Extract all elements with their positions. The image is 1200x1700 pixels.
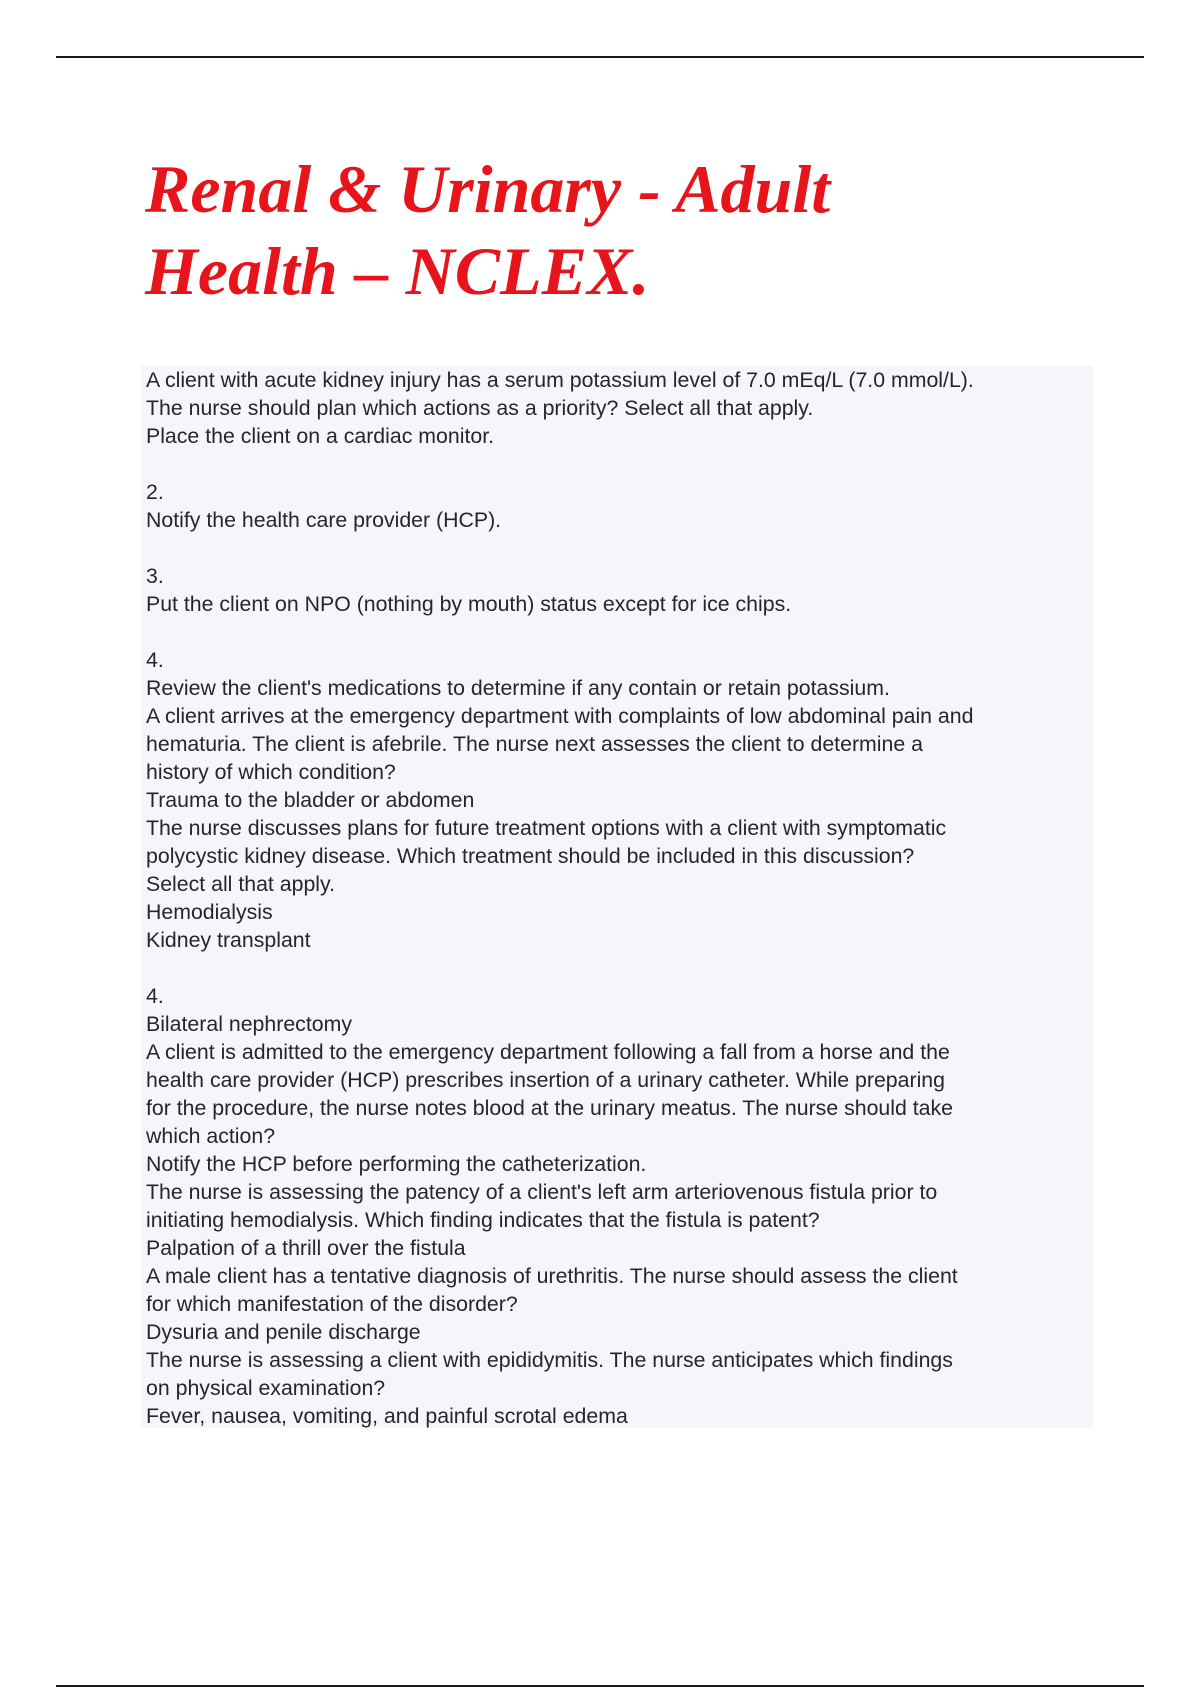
- text-line: Review the client's medications to determine if any contain or retain potassium.: [146, 676, 890, 700]
- text-line: A client is admitted to the emergency department following a fall from a horse and the: [146, 1040, 950, 1064]
- text-line: hematuria. The client is afebrile. The nurse next assesses the client to determine a: [146, 732, 923, 756]
- bottom-rule: [56, 1685, 1144, 1687]
- title-line-2: Health – NCLEX.: [145, 233, 650, 309]
- text-line: Notify the HCP before performing the catheterization.: [146, 1152, 647, 1176]
- blank-line: [146, 618, 1093, 646]
- text-line: polycystic kidney disease. Which treatment should be included in this discussion?: [146, 844, 915, 868]
- text-line: 4.: [146, 984, 164, 1008]
- text-line: The nurse is assessing a client with epididymitis. The nurse anticipates which findings: [146, 1348, 953, 1372]
- blank-line: [146, 450, 1093, 478]
- text-line: Notify the health care provider (HCP).: [146, 508, 502, 532]
- text-line: Bilateral nephrectomy: [146, 1012, 352, 1036]
- blank-line: [146, 954, 1093, 982]
- text-line: 4.: [146, 648, 164, 672]
- text-line: Palpation of a thrill over the fistula: [146, 1236, 466, 1260]
- text-line: on physical examination?: [146, 1376, 386, 1400]
- text-line: Select all that apply.: [146, 872, 336, 896]
- text-line: 2.: [146, 480, 164, 504]
- text-line: The nurse is assessing the patency of a client's left arm arteriovenous fistula prior to: [146, 1180, 938, 1204]
- text-line: Put the client on NPO (nothing by mouth) status except for ice chips.: [146, 592, 792, 616]
- text-line: for which manifestation of the disorder?: [146, 1292, 518, 1316]
- text-line: A male client has a tentative diagnosis of urethritis. The nurse should assess the client: [146, 1264, 958, 1288]
- text-line: A client arrives at the emergency department with complaints of low abdominal pain and: [146, 704, 974, 728]
- text-line: Place the client on a cardiac monitor.: [146, 424, 495, 448]
- text-line: Hemodialysis: [146, 900, 273, 924]
- text-line: history of which condition?: [146, 760, 396, 784]
- text-line: for the procedure, the nurse notes blood at the urinary meatus. The nurse should take: [146, 1096, 954, 1120]
- text-line: The nurse should plan which actions as a priority? Select all that apply.: [146, 396, 814, 420]
- question-text-block: [141, 366, 1093, 1428]
- text-line: 3.: [146, 564, 164, 588]
- text-line: A client with acute kidney injury has a serum potassium level of 7.0 mEq/L (7.0 mmol/L).: [146, 368, 974, 392]
- top-rule: [56, 56, 1144, 58]
- document-title: [145, 148, 1145, 312]
- text-line: which action?: [146, 1124, 276, 1148]
- title-line-1: Renal & Urinary - Adult: [145, 151, 831, 227]
- text-line: Kidney transplant: [146, 928, 311, 952]
- text-line: health care provider (HCP) prescribes insertion of a urinary catheter. While preparing: [146, 1068, 945, 1092]
- blank-line: [146, 534, 1093, 562]
- text-line: Dysuria and penile discharge: [146, 1320, 421, 1344]
- text-line: The nurse discusses plans for future treatment options with a client with symptomatic: [146, 816, 947, 840]
- text-line: Fever, nausea, vomiting, and painful scrotal edema: [146, 1404, 628, 1428]
- text-line: initiating hemodialysis. Which finding indicates that the fistula is patent?: [146, 1208, 820, 1232]
- text-line: Trauma to the bladder or abdomen: [146, 788, 475, 812]
